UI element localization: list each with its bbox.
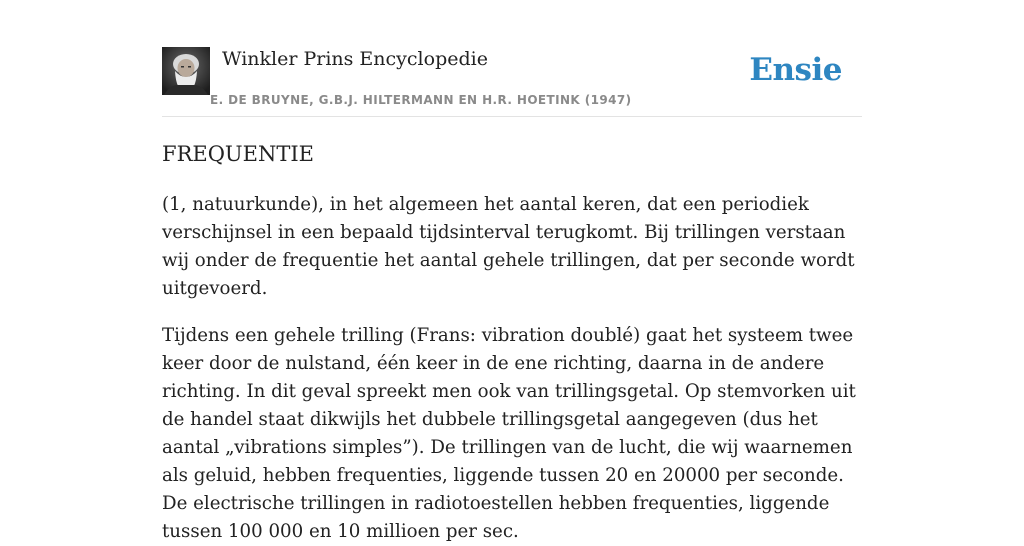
site-header — [162, 44, 862, 117]
article-paragraph: Tijdens een gehele trilling (Frans: vibration doublé) gaat het systeem twee keer door de nulstand, één keer in de ene richting, daarna in de andere richting. In dit geval spreekt men ook van trillingsgetal. Op stemvorken uit de handel staat dikwijls het dubbele trillingsgetal aangegeven (dus het aantal „vibrations simples”). De trillingen van de lucht, die wij waarnemen als geluid, hebben frequenties, liggende tussen 20 en 20000 per seconde. De electrische trillingen in radiotoestellen hebben frequenties, liggende tussen 100 000 en 10 millioen per sec. — [162, 325, 856, 542]
authors-line: E. DE BRUYNE, G.B.J. HILTERMANN EN H.R. HOETINK (1947) — [210, 93, 632, 107]
author-portrait-icon[interactable] — [162, 47, 210, 95]
article — [162, 138, 862, 546]
ensie-logo[interactable]: Ensie — [749, 52, 842, 88]
article-paragraph: (1, natuurkunde), in het algemeen het aantal keren, dat een periodiek verschijnsel in een bepaald tijdsinterval terugkomt. Bij trillingen verstaan wij onder de frequentie het aantal gehele trillingen, dat per seconde wordt uitgevoerd. — [162, 194, 855, 299]
entry-title: FREQUENTIE — [162, 142, 314, 166]
site-title[interactable]: Winkler Prins Encyclopedie — [222, 48, 488, 70]
